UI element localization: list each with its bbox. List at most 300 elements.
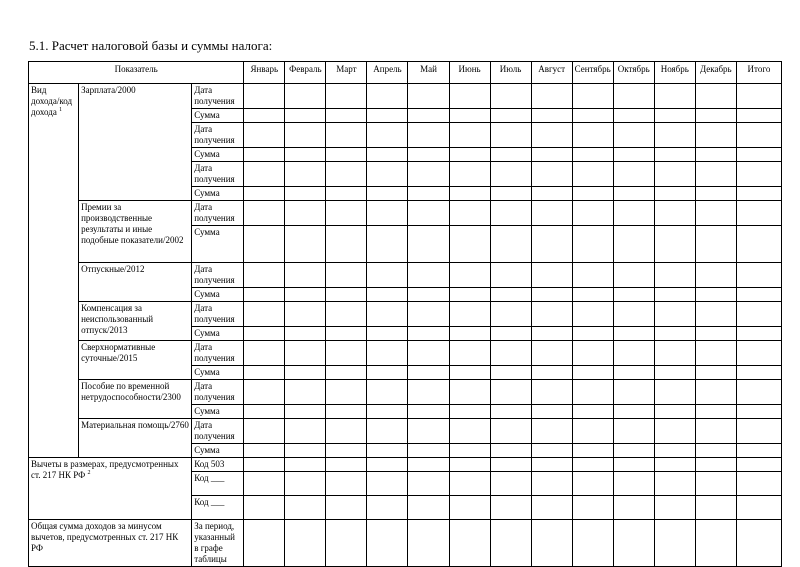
value-cell[interactable] [367,405,408,419]
value-cell[interactable] [326,458,367,472]
value-cell[interactable] [449,458,490,472]
value-cell[interactable] [613,496,654,520]
value-cell[interactable] [367,162,408,187]
value-cell[interactable] [531,444,572,458]
value-cell[interactable] [326,109,367,123]
value-cell[interactable] [326,226,367,263]
value-cell[interactable] [449,419,490,444]
value-cell[interactable] [326,496,367,520]
value-cell[interactable] [736,327,781,341]
value-cell[interactable] [367,366,408,380]
value-cell[interactable] [244,327,285,341]
value-cell[interactable] [654,84,695,109]
value-cell[interactable] [531,380,572,405]
value-cell[interactable] [572,288,613,302]
value-cell[interactable] [449,327,490,341]
value-cell[interactable] [572,109,613,123]
value-cell[interactable] [490,366,531,380]
value-cell[interactable] [367,123,408,148]
value-cell[interactable] [736,341,781,366]
value-cell[interactable] [613,226,654,263]
value-cell[interactable] [695,109,736,123]
value-cell[interactable] [695,472,736,496]
value-cell[interactable] [613,520,654,567]
value-cell[interactable] [613,288,654,302]
value-cell[interactable] [449,148,490,162]
value-cell[interactable] [654,327,695,341]
value-cell[interactable] [736,109,781,123]
value-cell[interactable] [736,226,781,263]
value-cell[interactable] [613,302,654,327]
value-cell[interactable] [531,302,572,327]
value-cell[interactable] [572,380,613,405]
value-cell[interactable] [490,496,531,520]
value-cell[interactable] [613,472,654,496]
value-cell[interactable] [408,327,449,341]
value-cell[interactable] [285,366,326,380]
value-cell[interactable] [408,123,449,148]
value-cell[interactable] [326,84,367,109]
value-cell[interactable] [572,341,613,366]
value-cell[interactable] [695,520,736,567]
value-cell[interactable] [490,520,531,567]
header-month: Декабрь [695,62,736,84]
value-cell[interactable] [408,302,449,327]
value-cell[interactable] [695,419,736,444]
value-cell[interactable] [326,380,367,405]
value-cell[interactable] [367,288,408,302]
value-cell[interactable] [613,444,654,458]
value-cell[interactable] [531,226,572,263]
value-cell[interactable] [408,187,449,201]
value-cell[interactable] [490,380,531,405]
value-cell[interactable] [367,458,408,472]
value-cell[interactable] [490,226,531,263]
value-cell[interactable] [613,327,654,341]
value-cell[interactable] [572,472,613,496]
value-cell[interactable] [244,472,285,496]
value-cell[interactable] [408,263,449,288]
value-cell[interactable] [490,341,531,366]
value-cell[interactable] [572,366,613,380]
value-cell[interactable] [326,302,367,327]
value-cell[interactable] [736,366,781,380]
value-cell[interactable] [490,201,531,226]
value-cell[interactable] [367,496,408,520]
value-cell[interactable] [572,419,613,444]
value-cell[interactable] [531,288,572,302]
value-cell[interactable] [654,288,695,302]
value-cell[interactable] [367,226,408,263]
value-cell[interactable] [572,201,613,226]
value-cell[interactable] [326,187,367,201]
value-cell[interactable] [367,201,408,226]
value-cell[interactable] [572,496,613,520]
value-cell[interactable] [695,148,736,162]
value-cell[interactable] [367,419,408,444]
value-cell[interactable] [654,458,695,472]
value-cell[interactable] [244,366,285,380]
value-cell[interactable] [285,109,326,123]
value-cell[interactable] [572,148,613,162]
value-cell[interactable] [285,201,326,226]
value-cell[interactable] [695,302,736,327]
value-cell[interactable] [244,201,285,226]
value-cell[interactable] [244,458,285,472]
value-cell[interactable] [572,405,613,419]
value-cell[interactable] [285,472,326,496]
value-cell[interactable] [244,341,285,366]
value-cell[interactable] [408,162,449,187]
value-cell[interactable] [490,458,531,472]
value-cell[interactable] [736,263,781,288]
value-cell[interactable] [613,405,654,419]
value-cell[interactable] [654,123,695,148]
value-cell[interactable] [572,123,613,148]
value-cell[interactable] [531,263,572,288]
value-cell[interactable] [326,419,367,444]
value-cell[interactable] [531,148,572,162]
value-cell[interactable] [326,341,367,366]
value-cell[interactable] [695,458,736,472]
value-cell[interactable] [613,187,654,201]
value-cell[interactable] [736,162,781,187]
value-cell[interactable] [326,327,367,341]
value-cell[interactable] [654,419,695,444]
value-cell[interactable] [285,288,326,302]
value-cell[interactable] [613,201,654,226]
value-cell[interactable] [490,263,531,288]
value-cell[interactable] [285,302,326,327]
value-cell[interactable] [449,341,490,366]
value-cell[interactable] [367,148,408,162]
value-cell[interactable] [695,327,736,341]
header-month: Сентябрь [572,62,613,84]
header-month: Июнь [449,62,490,84]
value-cell[interactable] [408,201,449,226]
date-label: Дата получения [192,84,244,109]
value-cell[interactable] [326,366,367,380]
value-cell[interactable] [654,201,695,226]
value-cell[interactable] [654,148,695,162]
value-cell[interactable] [408,84,449,109]
value-cell[interactable] [654,162,695,187]
value-cell[interactable] [695,162,736,187]
value-cell[interactable] [449,123,490,148]
value-cell[interactable] [572,444,613,458]
value-cell[interactable] [326,263,367,288]
value-cell[interactable] [367,520,408,567]
value-cell[interactable] [654,444,695,458]
value-cell[interactable] [285,226,326,263]
value-cell[interactable] [736,419,781,444]
value-cell[interactable] [449,109,490,123]
value-cell[interactable] [244,444,285,458]
value-cell[interactable] [326,162,367,187]
value-cell[interactable] [613,263,654,288]
value-cell[interactable] [285,520,326,567]
value-cell[interactable] [531,419,572,444]
value-cell[interactable] [326,148,367,162]
value-cell[interactable] [326,405,367,419]
sum-label: Сумма [192,405,244,419]
date-label: Дата получения [192,123,244,148]
value-cell[interactable] [449,444,490,458]
section-title: 5.1. Расчет налоговой базы и суммы налога: [29,38,273,53]
value-cell[interactable] [531,520,572,567]
value-cell[interactable] [449,472,490,496]
value-cell[interactable] [572,226,613,263]
value-cell[interactable] [695,263,736,288]
value-cell[interactable] [736,496,781,520]
value-cell[interactable] [613,366,654,380]
value-cell[interactable] [490,327,531,341]
value-cell[interactable] [244,288,285,302]
value-cell[interactable] [449,201,490,226]
value-cell[interactable] [613,380,654,405]
value-cell[interactable] [326,472,367,496]
value-cell[interactable] [490,419,531,444]
sum-label: Сумма [192,109,244,123]
value-cell[interactable] [285,380,326,405]
table-row [29,84,782,109]
value-cell[interactable] [326,288,367,302]
value-cell[interactable] [695,201,736,226]
value-cell[interactable] [736,380,781,405]
value-cell[interactable] [408,444,449,458]
value-cell[interactable] [490,288,531,302]
value-cell[interactable] [449,226,490,263]
value-cell[interactable] [367,187,408,201]
value-cell[interactable] [531,366,572,380]
value-cell[interactable] [408,366,449,380]
value-cell[interactable] [244,380,285,405]
value-cell[interactable] [654,109,695,123]
value-cell[interactable] [572,458,613,472]
value-cell[interactable] [449,187,490,201]
value-cell[interactable] [285,162,326,187]
value-cell[interactable] [285,123,326,148]
value-cell[interactable] [531,405,572,419]
value-cell[interactable] [285,444,326,458]
value-cell[interactable] [326,444,367,458]
value-cell[interactable] [613,148,654,162]
value-cell[interactable] [695,341,736,366]
value-cell[interactable] [490,162,531,187]
value-cell[interactable] [613,123,654,148]
value-cell[interactable] [736,458,781,472]
value-cell[interactable] [285,327,326,341]
value-cell[interactable] [695,405,736,419]
value-cell[interactable] [613,84,654,109]
value-cell[interactable] [695,444,736,458]
value-cell[interactable] [408,380,449,405]
date-label: Дата получения [192,201,244,226]
value-cell[interactable] [490,148,531,162]
value-cell[interactable] [654,263,695,288]
value-cell[interactable] [654,366,695,380]
value-cell[interactable] [244,84,285,109]
value-cell[interactable] [531,327,572,341]
value-cell[interactable] [490,405,531,419]
value-cell[interactable] [449,162,490,187]
value-cell[interactable] [408,341,449,366]
value-cell[interactable] [326,123,367,148]
value-cell[interactable] [736,405,781,419]
value-cell[interactable] [736,148,781,162]
value-cell[interactable] [695,187,736,201]
value-cell[interactable] [572,187,613,201]
value-cell[interactable] [408,520,449,567]
value-cell[interactable] [408,419,449,444]
value-cell[interactable] [695,380,736,405]
value-cell[interactable] [367,302,408,327]
value-cell[interactable] [531,123,572,148]
value-cell[interactable] [449,288,490,302]
value-cell[interactable] [695,496,736,520]
value-cell[interactable] [285,496,326,520]
value-cell[interactable] [531,496,572,520]
value-cell[interactable] [654,187,695,201]
value-cell[interactable] [490,302,531,327]
value-cell[interactable] [408,226,449,263]
value-cell[interactable] [449,496,490,520]
value-cell[interactable] [367,444,408,458]
value-cell[interactable] [244,187,285,201]
footnote-mark: 1 [59,107,63,113]
value-cell[interactable] [367,341,408,366]
value-cell[interactable] [654,520,695,567]
value-cell[interactable] [244,162,285,187]
value-cell[interactable] [449,380,490,405]
value-cell[interactable] [695,123,736,148]
value-cell[interactable] [449,263,490,288]
value-cell[interactable] [367,327,408,341]
value-cell[interactable] [654,302,695,327]
value-cell[interactable] [285,148,326,162]
value-cell[interactable] [367,109,408,123]
value-cell[interactable] [531,341,572,366]
value-cell[interactable] [408,458,449,472]
value-cell[interactable] [613,341,654,366]
value-cell[interactable] [736,472,781,496]
value-cell[interactable] [408,472,449,496]
value-cell[interactable] [285,405,326,419]
value-cell[interactable] [490,109,531,123]
value-cell[interactable] [449,302,490,327]
value-cell[interactable] [449,405,490,419]
value-cell[interactable] [244,148,285,162]
value-cell[interactable] [736,520,781,567]
value-cell[interactable] [449,520,490,567]
value-cell[interactable] [531,187,572,201]
value-cell[interactable] [695,226,736,263]
value-cell[interactable] [408,405,449,419]
value-cell[interactable] [572,327,613,341]
value-cell[interactable] [244,123,285,148]
value-cell[interactable] [244,496,285,520]
value-cell[interactable] [572,263,613,288]
value-cell[interactable] [654,226,695,263]
value-cell[interactable] [285,458,326,472]
value-cell[interactable] [736,288,781,302]
value-cell[interactable] [613,109,654,123]
value-cell[interactable] [244,405,285,419]
value-cell[interactable] [736,201,781,226]
value-cell[interactable] [531,458,572,472]
value-cell[interactable] [531,84,572,109]
value-cell[interactable] [736,84,781,109]
value-cell[interactable] [367,380,408,405]
value-cell[interactable] [613,419,654,444]
value-cell[interactable] [285,187,326,201]
value-cell[interactable] [285,341,326,366]
value-cell[interactable] [490,187,531,201]
value-cell[interactable] [531,162,572,187]
value-cell[interactable] [736,123,781,148]
value-cell[interactable] [367,84,408,109]
value-cell[interactable] [654,472,695,496]
value-cell[interactable] [408,148,449,162]
value-cell[interactable] [572,520,613,567]
value-cell[interactable] [531,201,572,226]
value-cell[interactable] [244,263,285,288]
value-cell[interactable] [408,496,449,520]
value-cell[interactable] [572,162,613,187]
value-cell[interactable] [490,84,531,109]
value-cell[interactable] [695,366,736,380]
value-cell[interactable] [695,288,736,302]
value-cell[interactable] [654,405,695,419]
value-cell[interactable] [613,458,654,472]
value-cell[interactable] [654,341,695,366]
value-cell[interactable] [244,109,285,123]
value-cell[interactable] [449,366,490,380]
income-type-label [29,84,79,458]
value-cell[interactable] [654,496,695,520]
value-cell[interactable] [285,419,326,444]
value-cell[interactable] [490,472,531,496]
value-cell[interactable] [367,472,408,496]
value-cell[interactable] [572,302,613,327]
value-cell[interactable] [572,84,613,109]
value-cell[interactable] [490,444,531,458]
value-cell[interactable] [490,123,531,148]
value-cell[interactable] [326,520,367,567]
value-cell[interactable] [326,201,367,226]
value-cell[interactable] [531,472,572,496]
value-cell[interactable] [736,444,781,458]
value-cell[interactable] [285,84,326,109]
value-cell[interactable] [244,226,285,263]
value-cell[interactable] [244,520,285,567]
value-cell[interactable] [531,109,572,123]
value-cell[interactable] [654,380,695,405]
value-cell[interactable] [244,302,285,327]
value-cell[interactable] [736,187,781,201]
value-cell[interactable] [408,288,449,302]
value-cell[interactable] [244,419,285,444]
date-label: Дата получения [192,341,244,366]
value-cell[interactable] [285,263,326,288]
value-cell[interactable] [449,84,490,109]
value-cell[interactable] [408,109,449,123]
value-cell[interactable] [695,84,736,109]
value-cell[interactable] [736,302,781,327]
deduction-code: Код ___ [192,496,244,520]
value-cell[interactable] [367,263,408,288]
value-cell[interactable] [613,162,654,187]
